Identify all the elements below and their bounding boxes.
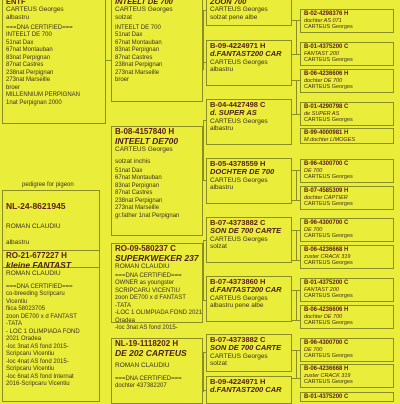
connector-line bbox=[296, 80, 297, 114]
owner: CARTEUS Georges bbox=[210, 235, 268, 243]
name: dochter DE 700 bbox=[304, 77, 343, 84]
father-ring: RO-21-677227 H bbox=[6, 251, 67, 260]
ring: B-06-4236606 H bbox=[304, 307, 349, 313]
owner: CARTEUS Georges bbox=[304, 319, 353, 326]
color: solzat bbox=[115, 14, 132, 22]
connector-line bbox=[203, 62, 206, 63]
ancestor-box-col4-10 bbox=[300, 305, 394, 329]
ancestor-box-col2-mid bbox=[111, 126, 203, 236]
father-name: kleine FANTAST bbox=[6, 259, 72, 270]
notes: ===DNA CERTIFIED=== INTEELT DE 700 51nat Dax 67nat Montauban 83nat Perpignan 87nat Castres 238nat Perpignan 273nat Marseille broer MILLENNIUM PERPIGNAN 1nat Perpignan 2000 bbox=[6, 24, 81, 106]
owner: CARTEUS Georges bbox=[304, 352, 353, 359]
name: DE 700 bbox=[304, 346, 323, 353]
ancestor-box-col4-4 bbox=[300, 128, 394, 144]
ring: B-01-4375200 C bbox=[304, 394, 349, 400]
connector-line bbox=[296, 20, 297, 54]
connector-line bbox=[292, 378, 300, 379]
name: INTEELT DE700 bbox=[115, 135, 179, 146]
color: solzat pene albe bbox=[210, 14, 258, 22]
connector-line bbox=[292, 170, 300, 171]
owner: CARTEUS Georges bbox=[210, 176, 268, 184]
owner: CARTEUS Georges bbox=[304, 259, 353, 266]
connector-line bbox=[203, 180, 206, 181]
subject-ring: NL-24-8621945 bbox=[6, 201, 66, 211]
name: SON DE 700 CARTE bbox=[210, 226, 282, 236]
ring: B-08-4157840 H bbox=[115, 127, 175, 136]
color: solzat bbox=[210, 243, 227, 251]
name: dochter CAPTIER bbox=[304, 194, 348, 201]
name: SON DE 700 CARTE bbox=[210, 343, 282, 353]
ancestor-box-col4-7 bbox=[300, 218, 394, 242]
connector-line bbox=[292, 80, 300, 81]
ancestor-box-col4-0 bbox=[300, 9, 394, 33]
name: d. SUPER AS bbox=[210, 108, 257, 118]
connector-line bbox=[203, 352, 206, 353]
ring: B-05-4378559 H bbox=[210, 159, 266, 168]
ring: B-01-4375200 C bbox=[304, 280, 349, 286]
name: ZOON 700 bbox=[210, 0, 247, 6]
father-notes: ===DNA CERTIFIED=== co-breeding Scripcaru Vicentiu fiica 58023705 zoon DE700 x d FANTAST -TATA - LOC 1 OLIMPIADA FOND 2021 Oradea -loc 3nat AS fond 2015- Scripcaru Vicentiu -loc 4nat AS fond 2015- Scripcaru Vicentiu -loc 6nat AS fond Internat 2016-Scripcaru Vicentiu bbox=[6, 283, 80, 388]
name: FANTAST 200 bbox=[304, 286, 339, 293]
owner: CARTEUS Georges bbox=[304, 173, 353, 180]
connector-line bbox=[203, 120, 204, 180]
connector-line bbox=[292, 20, 300, 21]
notes: ===DNA CERTIFIED=== OWNER as youngster SCRIPCARU VICENTIU zoon DE700 x d FANTAST -TATA -LOC 1 OLIMPIADA FOND 2021 Oradea -loc 3nat AS fond 2015- bbox=[115, 272, 203, 332]
ancestor-box-col4-6 bbox=[300, 186, 394, 210]
owner: CARTEUS Georges bbox=[304, 23, 353, 30]
color: solzat bbox=[210, 360, 227, 368]
connector-line bbox=[203, 240, 206, 241]
connector-line bbox=[292, 260, 300, 261]
connector-line bbox=[296, 350, 297, 378]
name: zuster CRACK 319 bbox=[304, 372, 351, 379]
owner: ROMAN CLAUDIU bbox=[115, 263, 170, 271]
ring: B-07-4585309 H bbox=[304, 188, 349, 194]
name: DE 700 bbox=[304, 167, 323, 174]
connector-line bbox=[292, 230, 300, 231]
owner: CARTEUS Georges bbox=[304, 116, 353, 123]
notes: 51nat Dax 67nat Montauban 83nat Perpignan 87nat Castres 238nat Perpignan 273nat Marseille gr.father 1nat Perpignan bbox=[115, 167, 180, 219]
connector-line bbox=[203, 240, 204, 300]
ring: B-04-4427498 C bbox=[210, 100, 266, 109]
connector-line bbox=[292, 54, 300, 55]
connector-line bbox=[292, 290, 300, 291]
name: SUPERKWEKER 237 bbox=[115, 252, 199, 263]
name: DOCHTER DE 700 bbox=[210, 167, 275, 177]
owner: CARTEUS Georges bbox=[304, 56, 353, 63]
owner: CARTEUS Georges bbox=[115, 146, 173, 154]
name: d.FANTAST200 CAR bbox=[210, 285, 282, 295]
ancestor-box-col3-4 bbox=[206, 217, 292, 263]
father-box bbox=[2, 250, 100, 402]
ring: B-96-4300700 C bbox=[304, 340, 349, 346]
connector-line bbox=[203, 10, 204, 70]
owner: CARTEUS Georges bbox=[210, 117, 268, 125]
owner: CARTEUS Georges bbox=[304, 292, 353, 299]
owner: CARTEUS Georges bbox=[210, 6, 268, 14]
connector-line bbox=[296, 230, 297, 260]
ancestor-box-col3-0 bbox=[206, 0, 292, 26]
owner: CARTEUS Georges bbox=[210, 58, 268, 66]
ring: B-06-4236668 H bbox=[304, 366, 349, 372]
ancestor-box-col3-1 bbox=[206, 40, 292, 86]
ring: B-99-4000981 H bbox=[304, 130, 349, 136]
father-owner: ROMAN CLAUDIU bbox=[6, 270, 61, 278]
ring: RO-09-580237 C bbox=[115, 244, 176, 253]
color: albastru bbox=[6, 14, 30, 22]
color: albastru bbox=[210, 184, 234, 192]
connector-line bbox=[203, 352, 204, 392]
ancestor-box-col4-5 bbox=[300, 159, 394, 183]
ancestor-box-col4-9 bbox=[300, 278, 394, 302]
ring: B-09-4224971 H bbox=[210, 41, 266, 50]
connector-line bbox=[106, 60, 111, 61]
notes: ===DNA CERTIFIED=== dochter 437382207 bbox=[115, 375, 182, 390]
owner: CARTEUS Georges bbox=[304, 200, 353, 207]
name: dochter AS 071 bbox=[304, 17, 342, 24]
pedigree-label: pedigree for pigeon bbox=[22, 182, 74, 188]
connector-line bbox=[203, 120, 206, 121]
ancestor-box-col3-5 bbox=[206, 276, 292, 322]
connector-line bbox=[292, 200, 300, 201]
connector-line bbox=[292, 320, 300, 321]
ancestor-box-col3-2 bbox=[206, 99, 292, 145]
ancestor-box-fm bbox=[111, 338, 203, 404]
ring: B-96-4300700 C bbox=[304, 220, 349, 226]
ring: B-07-4373882 C bbox=[210, 335, 266, 344]
ring: B-06-4236668 H bbox=[304, 247, 349, 253]
ancestor-box-col3-7 bbox=[206, 376, 292, 404]
ring: B-07-4373882 C bbox=[210, 218, 266, 227]
ring: B-09-4224971 H bbox=[210, 377, 266, 386]
connector-line bbox=[296, 290, 297, 320]
subject-owner: ROMAN CLAUDIU bbox=[6, 223, 61, 231]
name: FANTAST 200 bbox=[304, 50, 339, 57]
ancestor-box-col4-12 bbox=[300, 364, 394, 388]
ancestor-box-col4-1 bbox=[300, 42, 394, 66]
connector-line bbox=[292, 350, 300, 351]
ancestor-box-col4-2 bbox=[300, 69, 394, 93]
connector-line bbox=[292, 114, 300, 115]
connector-line bbox=[296, 170, 297, 200]
name: M.dochter LIMOGES bbox=[304, 136, 356, 143]
notes: INTEELT DE 700 51nat Dax 67nat Montauban 83nat Perpignan 87nat Castres 238nat Perpignan 273nat Marseille broer bbox=[115, 24, 163, 84]
name: DE 202 CARTEUS bbox=[115, 347, 187, 358]
ring: B-07-4373860 H bbox=[210, 277, 266, 286]
connector-line bbox=[203, 300, 206, 301]
ring: B-06-4236606 H bbox=[304, 71, 349, 77]
ring: NL-19-1118202 H bbox=[115, 339, 179, 348]
owner: CARTEUS Georges bbox=[210, 352, 268, 360]
ancestor-box-ff bbox=[111, 243, 203, 332]
ancestor-box-col4-8 bbox=[300, 245, 394, 269]
subject-color: albastru bbox=[6, 239, 30, 247]
color: solzat inchis bbox=[115, 157, 151, 165]
ancestor-box-col3-6 bbox=[206, 334, 292, 372]
color: albastru bbox=[210, 66, 234, 74]
ancestor-box-col4-3 bbox=[300, 102, 394, 126]
ring-number: ENTF bbox=[6, 0, 26, 6]
name: zuster CRACK 319 bbox=[304, 253, 351, 260]
ring: B-96-4300700 C bbox=[304, 161, 349, 167]
ring: B-01-4375200 C bbox=[304, 44, 349, 50]
owner: CARTEUS Georges bbox=[304, 232, 353, 239]
color: albastru bbox=[210, 125, 234, 133]
name: dochter DE 700 bbox=[304, 313, 343, 320]
owner: CARTEUS Georges bbox=[115, 6, 173, 14]
ancestor-box-col4-13 bbox=[300, 392, 394, 402]
owner: ROMAN CLAUDIU bbox=[115, 362, 170, 370]
owner: CARTEUS Georges bbox=[304, 378, 353, 385]
ring: B-01-4290798 C bbox=[304, 104, 349, 110]
connector-line bbox=[203, 390, 206, 391]
owner: CARTEUS Georges bbox=[304, 83, 353, 90]
connector-line bbox=[203, 10, 206, 11]
name: DE 700 bbox=[304, 226, 323, 233]
name: d.FANTAST200 CAR bbox=[210, 385, 282, 395]
ring: B-02-4298376 H bbox=[304, 11, 349, 17]
name: INTEELT DE 700 bbox=[115, 0, 173, 6]
ancestor-box-col2-top bbox=[111, 0, 203, 102]
ancestor-box-col4-11 bbox=[300, 338, 394, 362]
owner: CARTEUS Georges bbox=[210, 294, 268, 302]
ancestor-box-col3-3 bbox=[206, 158, 292, 204]
name: d.FANTAST200 CAR bbox=[210, 49, 282, 59]
name: de SUPER AS bbox=[304, 110, 340, 117]
owner: CARTEUS Georges bbox=[6, 6, 64, 14]
ancestor-box-top-left bbox=[2, 0, 106, 124]
color: albastru pene albe bbox=[210, 302, 264, 310]
